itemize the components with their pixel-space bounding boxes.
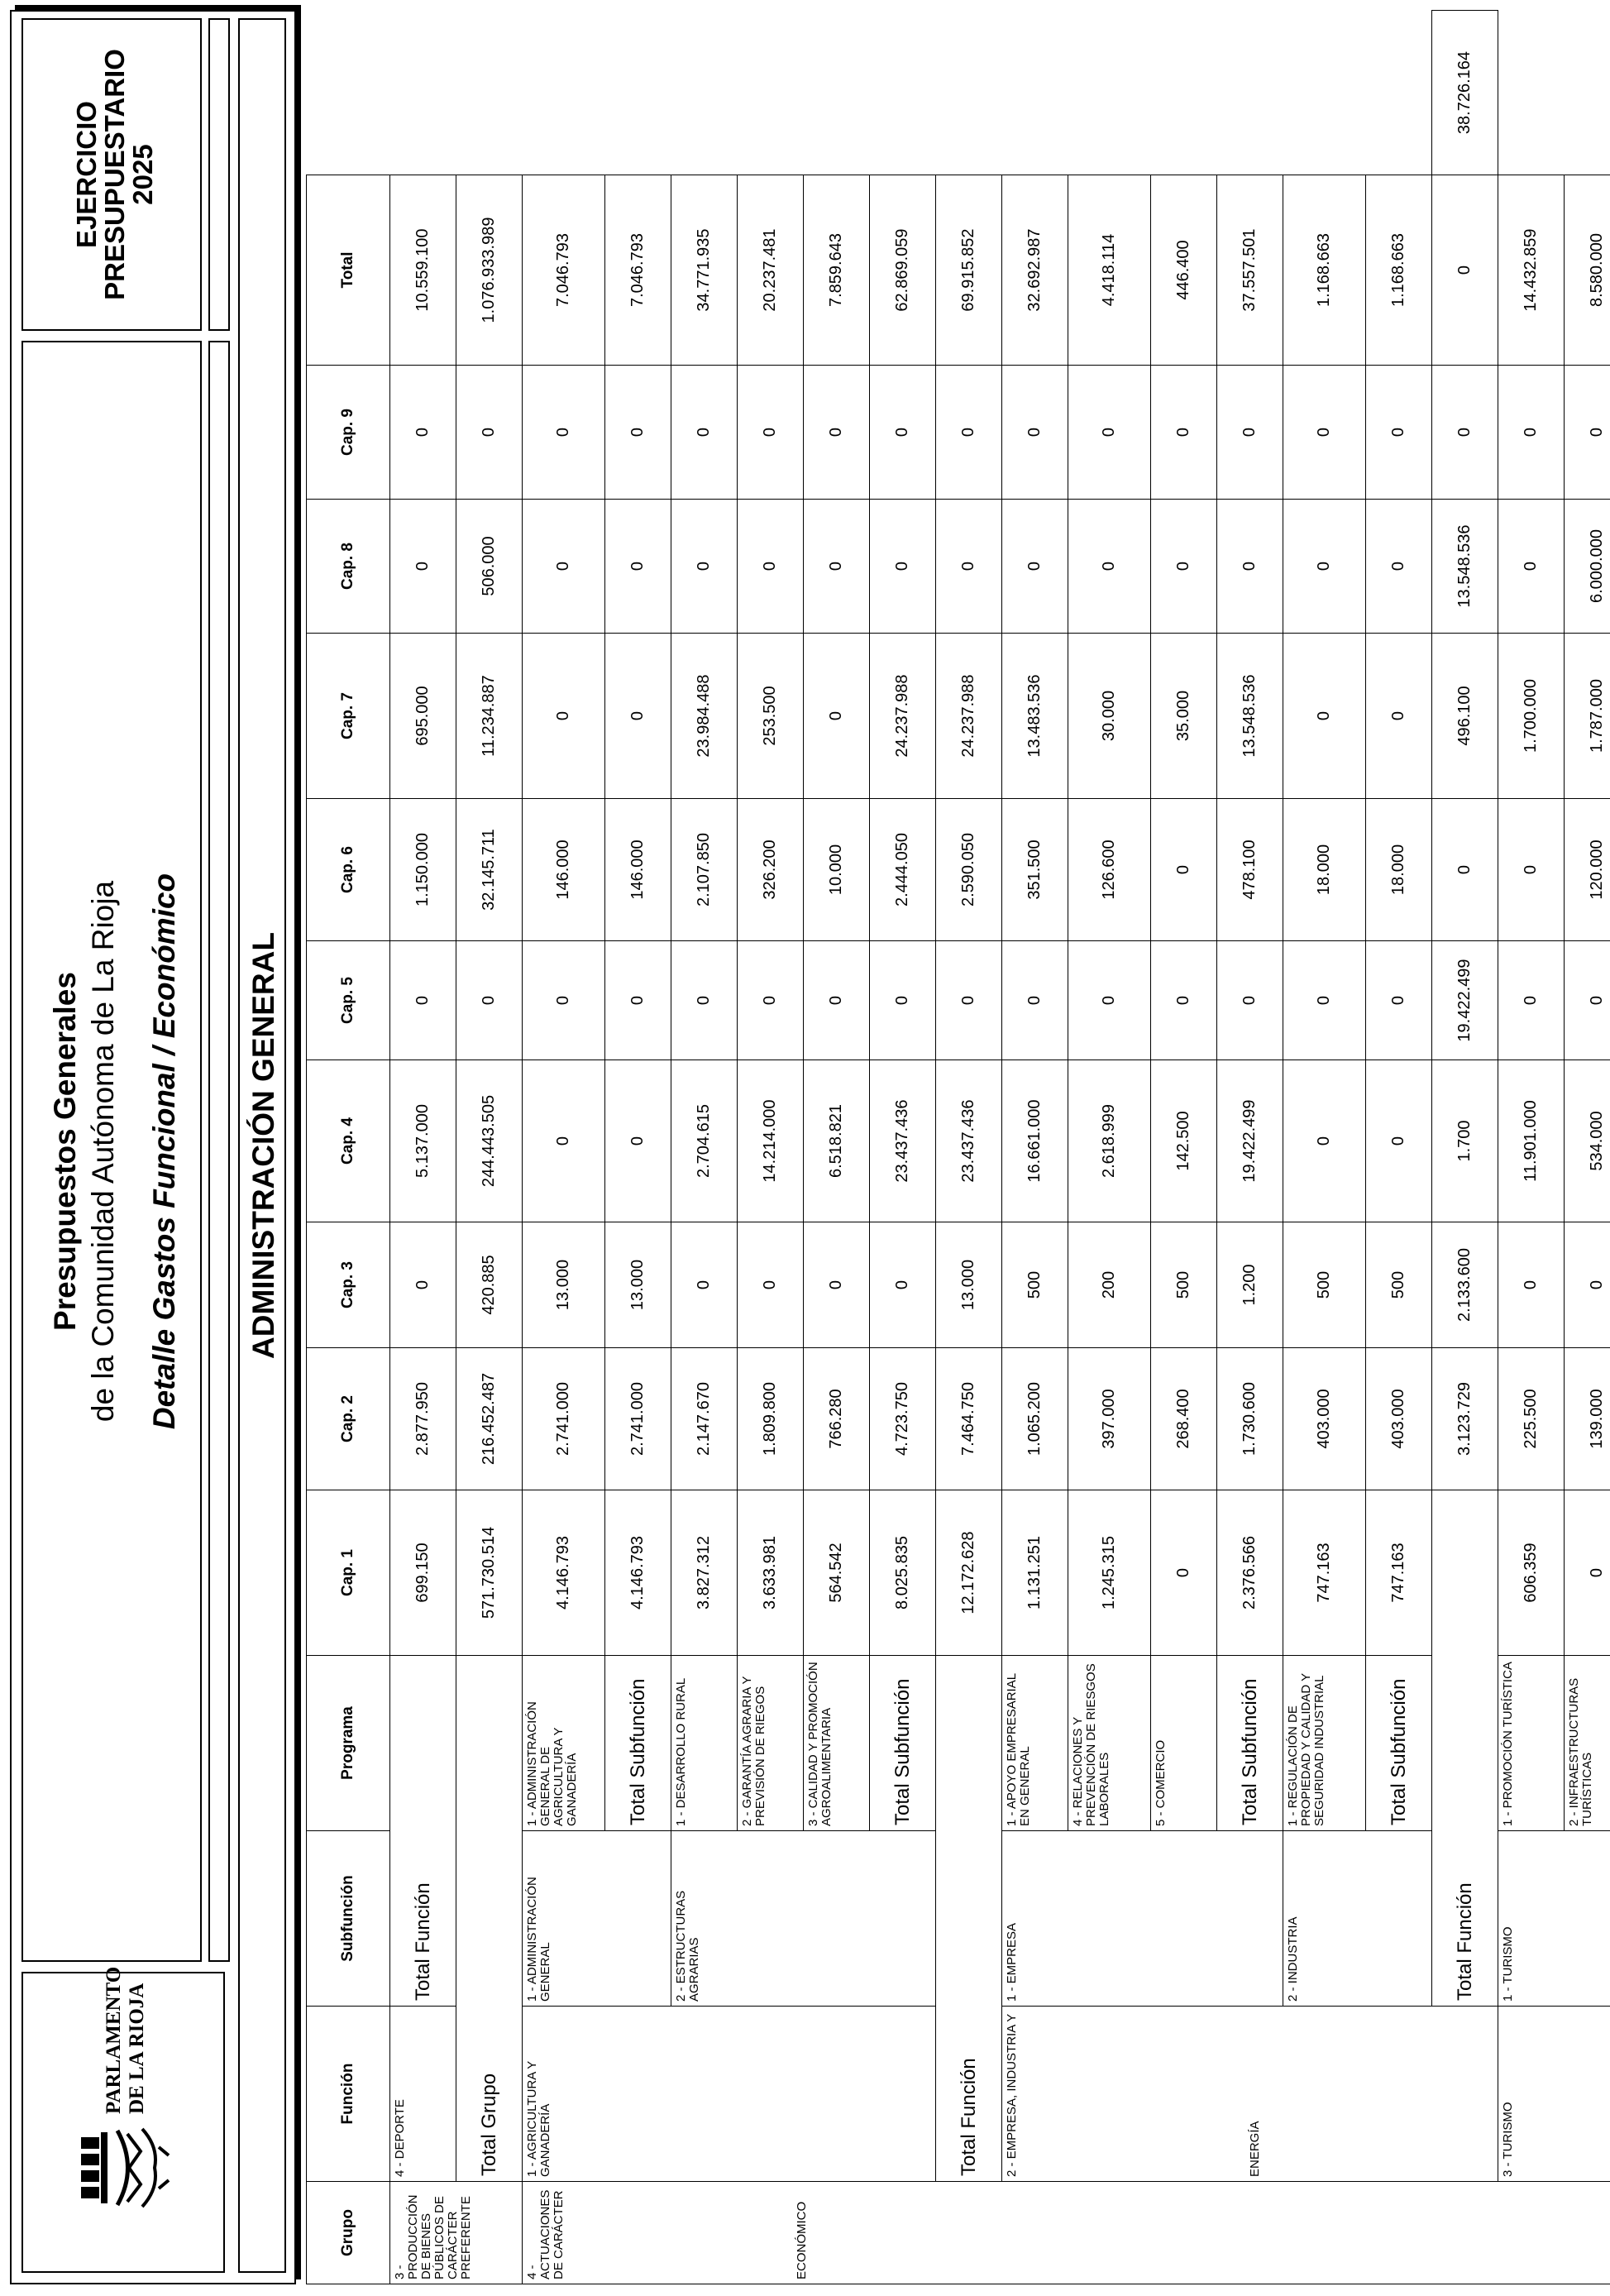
value-cell: 0 xyxy=(1366,941,1432,1060)
value-cell: 18.000 xyxy=(1283,799,1366,941)
fiscal-year-box xyxy=(21,18,202,331)
value-cell: 7.046.793 xyxy=(523,175,605,366)
value-cell: 420.885 xyxy=(456,1222,523,1348)
programa-cell: 1 - APOYO EMPRESARIAL EN GENERAL xyxy=(1002,1656,1068,1831)
subfuncion-cell: 2 - ESTRUCTURAS AGRARIAS xyxy=(671,1831,936,2007)
value-cell: 142.500 xyxy=(1151,1060,1217,1222)
value-cell: 500 xyxy=(1002,1222,1068,1348)
value-cell: 496.100 xyxy=(1432,634,1498,799)
value-cell: 0 xyxy=(1498,799,1565,941)
table-row xyxy=(390,11,456,2284)
value-cell: 0 xyxy=(390,1222,456,1348)
value-cell: 0 xyxy=(605,366,671,500)
value-cell: 0 xyxy=(936,941,1002,1060)
value-cell: 0 xyxy=(1366,500,1432,634)
value-cell: 478.100 xyxy=(1217,799,1283,941)
column-header: Cap. 5 xyxy=(307,941,390,1060)
value-cell: 3.827.312 xyxy=(671,1490,738,1656)
programa-cell: 1 - PROMOCIÓN TURÍSTICA xyxy=(1498,1656,1565,1831)
value-cell: 23.437.436 xyxy=(936,1060,1002,1222)
value-cell: 2.107.850 xyxy=(671,799,738,941)
table-row xyxy=(1002,11,1068,2284)
value-cell: 1.150.000 xyxy=(390,799,456,941)
value-cell: 13.548.536 xyxy=(1432,500,1498,634)
fiscal-year-value: 2025 xyxy=(127,144,158,205)
value-cell: 0 xyxy=(1002,941,1068,1060)
document-header xyxy=(10,10,296,2284)
subfuncion-cell: 1 - EMPRESA xyxy=(1002,1831,1283,2007)
column-header: Cap. 8 xyxy=(307,500,390,634)
column-header: Cap. 6 xyxy=(307,799,390,941)
value-cell: 351.500 xyxy=(1002,799,1068,941)
value-cell: 10.000 xyxy=(804,799,870,941)
value-cell: 1.065.200 xyxy=(1002,1348,1068,1490)
value-cell: 0 xyxy=(1498,366,1565,500)
value-cell: 20.237.481 xyxy=(738,175,804,366)
value-cell: 13.000 xyxy=(523,1222,605,1348)
value-cell: 0 xyxy=(936,500,1002,634)
value-cell: 0 xyxy=(738,1222,804,1348)
table-row xyxy=(523,11,605,2284)
value-cell: 3.633.981 xyxy=(738,1490,804,1656)
value-cell: 1.787.000 xyxy=(1565,634,1610,799)
value-cell: 14.214.000 xyxy=(738,1060,804,1222)
value-cell: 23.437.436 xyxy=(870,1060,936,1222)
value-cell: 699.150 xyxy=(390,1490,456,1656)
value-cell: 0 xyxy=(870,1222,936,1348)
value-cell: 0 xyxy=(523,366,605,500)
value-cell: 0 xyxy=(390,366,456,500)
grupo-cell: 3 - PRODUCCIÓN DE BIENES PÚBLICOS DE CARÁCTER PREFERENTE xyxy=(390,2182,523,2284)
value-cell: 13.483.536 xyxy=(1002,634,1068,799)
value-cell: 2.741.000 xyxy=(523,1348,605,1490)
value-cell: 0 xyxy=(1366,1060,1432,1222)
value-cell: 146.000 xyxy=(523,799,605,941)
value-cell: 0 xyxy=(1151,366,1217,500)
value-cell: 0 xyxy=(1432,175,1498,366)
value-cell: 13.548.536 xyxy=(1217,634,1283,799)
total-label: Total Subfunción xyxy=(1366,1656,1432,1831)
value-cell: 126.600 xyxy=(1068,799,1151,941)
column-header: Total xyxy=(307,175,390,366)
value-cell: 0 xyxy=(1002,366,1068,500)
value-cell: 2.877.950 xyxy=(390,1348,456,1490)
table-header-row xyxy=(307,11,390,2284)
value-cell: 7.046.793 xyxy=(605,175,671,366)
value-cell: 6.000.000 xyxy=(1565,500,1610,634)
value-cell: 2.618.999 xyxy=(1068,1060,1151,1222)
value-cell: 5.137.000 xyxy=(390,1060,456,1222)
section-title: ADMINISTRACIÓN GENERAL xyxy=(246,932,280,1359)
value-cell: 2.133.600 xyxy=(1432,1222,1498,1348)
subfuncion-cell: 2 - INDUSTRIA xyxy=(1283,1831,1432,2007)
value-cell: 1.168.663 xyxy=(1366,175,1432,366)
value-cell: 216.452.487 xyxy=(456,1348,523,1490)
report-subtitle: Detalle Gastos Funcional / Económico xyxy=(147,873,181,1430)
value-cell: 0 xyxy=(1498,941,1565,1060)
value-cell: 0 xyxy=(1366,634,1432,799)
value-cell: 0 xyxy=(1217,366,1283,500)
value-cell: 0 xyxy=(1217,941,1283,1060)
value-cell: 0 xyxy=(1498,1222,1565,1348)
value-cell: 30.000 xyxy=(1068,634,1151,799)
value-cell: 4.146.793 xyxy=(605,1490,671,1656)
value-cell: 0 xyxy=(1283,634,1366,799)
value-cell: 0 xyxy=(671,1222,738,1348)
value-cell: 0 xyxy=(1068,500,1151,634)
value-cell: 225.500 xyxy=(1498,1348,1565,1490)
fiscal-year-line-2: PRESUPUESTARIO xyxy=(99,49,130,300)
value-cell: 0 xyxy=(738,941,804,1060)
value-cell: 32.145.711 xyxy=(456,799,523,941)
value-cell: 0 xyxy=(605,500,671,634)
value-cell: 2.704.615 xyxy=(671,1060,738,1222)
grupo-cell xyxy=(523,2182,1610,2284)
funcion-cell: 1 - AGRICULTURA Y GANADERÍA xyxy=(523,2007,936,2182)
table-row xyxy=(456,11,523,2284)
value-cell: 403.000 xyxy=(1283,1348,1366,1490)
value-cell: 18.000 xyxy=(1366,799,1432,941)
value-cell: 4.146.793 xyxy=(523,1490,605,1656)
value-cell: 0 xyxy=(671,500,738,634)
value-cell: 0 xyxy=(804,366,870,500)
subfuncion-cell: 1 - ADMINISTRACIÓN GENERAL xyxy=(523,1831,671,2007)
value-cell: 0 xyxy=(738,500,804,634)
value-cell: 23.984.488 xyxy=(671,634,738,799)
value-cell: 38.726.164 xyxy=(1432,11,1498,175)
value-cell: 0 xyxy=(1283,1060,1366,1222)
value-cell: 0 xyxy=(1283,500,1366,634)
value-cell: 37.557.501 xyxy=(1217,175,1283,366)
total-label: Total Subfunción xyxy=(605,1656,671,1831)
value-cell: 0 xyxy=(804,1222,870,1348)
value-cell: 0 xyxy=(1565,1490,1610,1656)
column-header: Cap. 7 xyxy=(307,634,390,799)
value-cell: 16.661.000 xyxy=(1002,1060,1068,1222)
value-cell: 1.245.315 xyxy=(1068,1490,1151,1656)
value-cell: 244.443.505 xyxy=(456,1060,523,1222)
programa-cell: 1 - DESARROLLO RURAL xyxy=(671,1656,738,1831)
value-cell: 0 xyxy=(804,500,870,634)
logo-box xyxy=(21,1966,225,2273)
org-line-2: DE LA RIOJA xyxy=(126,1983,148,2114)
total-label: Total Grupo xyxy=(456,1656,523,2182)
value-cell: 747.163 xyxy=(1283,1490,1366,1656)
table-row xyxy=(1283,11,1366,2284)
value-cell: 326.200 xyxy=(738,799,804,941)
value-cell: 139.000 xyxy=(1565,1348,1610,1490)
value-cell: 500 xyxy=(1366,1222,1432,1348)
section-box xyxy=(238,18,286,2273)
value-cell: 606.359 xyxy=(1498,1490,1565,1656)
title-box xyxy=(21,341,202,1962)
value-cell: 0 xyxy=(738,366,804,500)
column-header: Cap. 9 xyxy=(307,366,390,500)
value-cell: 0 xyxy=(1283,366,1366,500)
value-cell: 0 xyxy=(523,1060,605,1222)
title-underbar xyxy=(208,341,230,1962)
programa-cell: 1 - REGULACIÓN DE PROPIEDAD Y CALIDAD Y SEGURIDAD INDUSTRIAL xyxy=(1283,1656,1366,1831)
value-cell: 0 xyxy=(1151,799,1217,941)
value-cell: 62.869.059 xyxy=(870,175,936,366)
value-cell: 0 xyxy=(804,941,870,1060)
value-cell: 0 xyxy=(1432,799,1498,941)
value-cell: 34.771.935 xyxy=(671,175,738,366)
table-row xyxy=(1498,11,1565,2284)
column-header: Cap. 1 xyxy=(307,1490,390,1656)
value-cell: 19.422.499 xyxy=(1432,941,1498,1060)
value-cell: 0 xyxy=(1366,366,1432,500)
value-cell: 24.237.988 xyxy=(870,634,936,799)
value-cell: 0 xyxy=(523,500,605,634)
value-cell: 0 xyxy=(390,500,456,634)
value-cell: 3.123.729 xyxy=(1432,1348,1498,1490)
funcion-cell: 3 - TURISMO xyxy=(1498,2007,1610,2182)
value-cell: 11.234.887 xyxy=(456,634,523,799)
column-header: Grupo xyxy=(307,2182,390,2284)
value-cell: 0 xyxy=(605,1060,671,1222)
fiscal-year-underbar xyxy=(208,18,230,331)
fiscal-year-label xyxy=(73,20,157,329)
value-cell: 268.400 xyxy=(1151,1348,1217,1490)
value-cell: 1.076.933.989 xyxy=(456,175,523,366)
organization-name xyxy=(103,1967,149,2114)
value-cell: 0 xyxy=(671,366,738,500)
value-cell: 0 xyxy=(870,941,936,1060)
value-cell: 7.464.750 xyxy=(936,1348,1002,1490)
fiscal-year-line-1: EJERCICIO xyxy=(71,101,102,248)
value-cell: 4.723.750 xyxy=(870,1348,936,1490)
value-cell: 1.700.000 xyxy=(1498,634,1565,799)
value-cell: 35.000 xyxy=(1151,634,1217,799)
programa-cell: 1 - ADMINISTRACIÓN GENERAL DE AGRICULTURA Y GANADERÍA xyxy=(523,1656,605,1831)
value-cell: 7.859.643 xyxy=(804,175,870,366)
value-cell: 2.147.670 xyxy=(671,1348,738,1490)
total-label: Total Función xyxy=(1432,1490,1498,2007)
value-cell: 14.432.859 xyxy=(1498,175,1565,366)
value-cell: 0 xyxy=(870,500,936,634)
programa-cell: 5 - COMERCIO xyxy=(1151,1656,1217,1831)
value-cell: 4.418.114 xyxy=(1068,175,1151,366)
value-cell: 571.730.514 xyxy=(456,1490,523,1656)
total-label: Total Función xyxy=(936,1656,1002,2182)
value-cell: 0 xyxy=(456,366,523,500)
grupo-label-continued: ECONÓMICO xyxy=(795,2201,809,2279)
programa-cell: 3 - CALIDAD Y PROMOCIÓN AGROALIMENTARIA xyxy=(804,1656,870,1831)
value-cell: 32.692.987 xyxy=(1002,175,1068,366)
value-cell: 11.901.000 xyxy=(1498,1060,1565,1222)
value-cell: 1.730.600 xyxy=(1217,1348,1283,1490)
value-cell: 19.422.499 xyxy=(1217,1060,1283,1222)
value-cell: 0 xyxy=(671,941,738,1060)
funcion-cell xyxy=(1002,2007,1498,2182)
table-row xyxy=(936,11,1002,2284)
funcion-cell: 4 - DEPORTE xyxy=(390,2007,456,2182)
value-cell: 0 xyxy=(390,941,456,1060)
value-cell: 0 xyxy=(1283,941,1366,1060)
value-cell: 0 xyxy=(605,941,671,1060)
value-cell: 13.000 xyxy=(605,1222,671,1348)
programa-cell: 4 - RELACIONES Y PREVENCIÓN DE RIESGOS LABORALES xyxy=(1068,1656,1151,1831)
value-cell: 500 xyxy=(1151,1222,1217,1348)
title-line-1: Presupuestos Generales xyxy=(48,972,82,1331)
value-cell: 0 xyxy=(605,634,671,799)
value-cell: 6.518.821 xyxy=(804,1060,870,1222)
value-cell: 69.915.852 xyxy=(936,175,1002,366)
value-cell: 0 xyxy=(523,941,605,1060)
value-cell: 0 xyxy=(1565,366,1610,500)
programa-cell: 2 - INFRAESTRUCTURAS TURÍSTICAS xyxy=(1565,1656,1610,1831)
total-label: Total Subfunción xyxy=(870,1656,936,1831)
value-cell: 2.590.050 xyxy=(936,799,1002,941)
table-row xyxy=(1432,11,1498,2284)
value-cell: 397.000 xyxy=(1068,1348,1151,1490)
value-cell: 0 xyxy=(1432,366,1498,500)
value-cell: 12.172.628 xyxy=(936,1490,1002,1656)
value-cell: 1.809.800 xyxy=(738,1348,804,1490)
value-cell: 0 xyxy=(1565,941,1610,1060)
value-cell: 10.559.100 xyxy=(390,175,456,366)
value-cell: 1.200 xyxy=(1217,1222,1283,1348)
value-cell: 0 xyxy=(870,366,936,500)
total-label: Total Subfunción xyxy=(1217,1656,1283,1831)
column-header: Cap. 3 xyxy=(307,1222,390,1348)
value-cell: 0 xyxy=(456,941,523,1060)
column-header: Función xyxy=(307,2007,390,2182)
value-cell: 253.500 xyxy=(738,634,804,799)
value-cell: 0 xyxy=(1498,500,1565,634)
value-cell: 0 xyxy=(804,634,870,799)
value-cell: 0 xyxy=(1217,500,1283,634)
value-cell: 534.000 xyxy=(1565,1060,1610,1222)
value-cell: 747.163 xyxy=(1366,1490,1432,1656)
value-cell: 564.542 xyxy=(804,1490,870,1656)
value-cell: 0 xyxy=(1002,500,1068,634)
value-cell: 1.700 xyxy=(1432,1060,1498,1222)
value-cell: 2.741.000 xyxy=(605,1348,671,1490)
value-cell: 146.000 xyxy=(605,799,671,941)
value-cell: 500 xyxy=(1283,1222,1366,1348)
value-cell: 446.400 xyxy=(1151,175,1217,366)
value-cell: 0 xyxy=(523,634,605,799)
title-line-2: de la Comunidad Autónoma de La Rioja xyxy=(86,880,120,1423)
value-cell: 1.168.663 xyxy=(1283,175,1366,366)
column-header: Cap. 2 xyxy=(307,1348,390,1490)
value-cell: 1.131.251 xyxy=(1002,1490,1068,1656)
value-cell: 0 xyxy=(936,366,1002,500)
grupo-label: 4 - ACTUACIONES DE CARÁCTER xyxy=(525,2189,566,2279)
column-header: Cap. 4 xyxy=(307,1060,390,1222)
value-cell: 2.444.050 xyxy=(870,799,936,941)
value-cell: 403.000 xyxy=(1366,1348,1432,1490)
column-header: Subfunción xyxy=(307,1831,390,2007)
org-line-1: PARLAMENTO xyxy=(103,1966,125,2114)
value-cell: 8.580.000 xyxy=(1565,175,1610,366)
total-label: Total Función xyxy=(390,1656,456,2007)
value-cell: 766.280 xyxy=(804,1348,870,1490)
value-cell: 0 xyxy=(1151,1490,1217,1656)
value-cell: 13.000 xyxy=(936,1222,1002,1348)
value-cell: 24.237.988 xyxy=(936,634,1002,799)
value-cell: 2.376.566 xyxy=(1217,1490,1283,1656)
value-cell: 0 xyxy=(1151,500,1217,634)
table-row xyxy=(671,11,738,2284)
budget-table xyxy=(306,10,1610,2284)
programa-cell: 2 - GARANTÍA AGRARIA Y PREVISIÓN DE RIEGOS xyxy=(738,1656,804,1831)
parliament-crest-icon xyxy=(76,2122,175,2213)
value-cell: 8.025.835 xyxy=(870,1490,936,1656)
funcion-label: 2 - EMPRESA, INDUSTRIA Y xyxy=(1005,2013,1019,2177)
value-cell: 0 xyxy=(1068,366,1151,500)
value-cell: 0 xyxy=(1565,1222,1610,1348)
funcion-label-continued: ENERGÍA xyxy=(1248,2121,1262,2177)
value-cell: 0 xyxy=(1068,941,1151,1060)
value-cell: 0 xyxy=(1151,941,1217,1060)
subfuncion-cell: 1 - TURISMO xyxy=(1498,1831,1610,2007)
value-cell: 695.000 xyxy=(390,634,456,799)
column-header: Programa xyxy=(307,1656,390,1831)
value-cell: 200 xyxy=(1068,1222,1151,1348)
value-cell: 120.000 xyxy=(1565,799,1610,941)
value-cell: 506.000 xyxy=(456,500,523,634)
